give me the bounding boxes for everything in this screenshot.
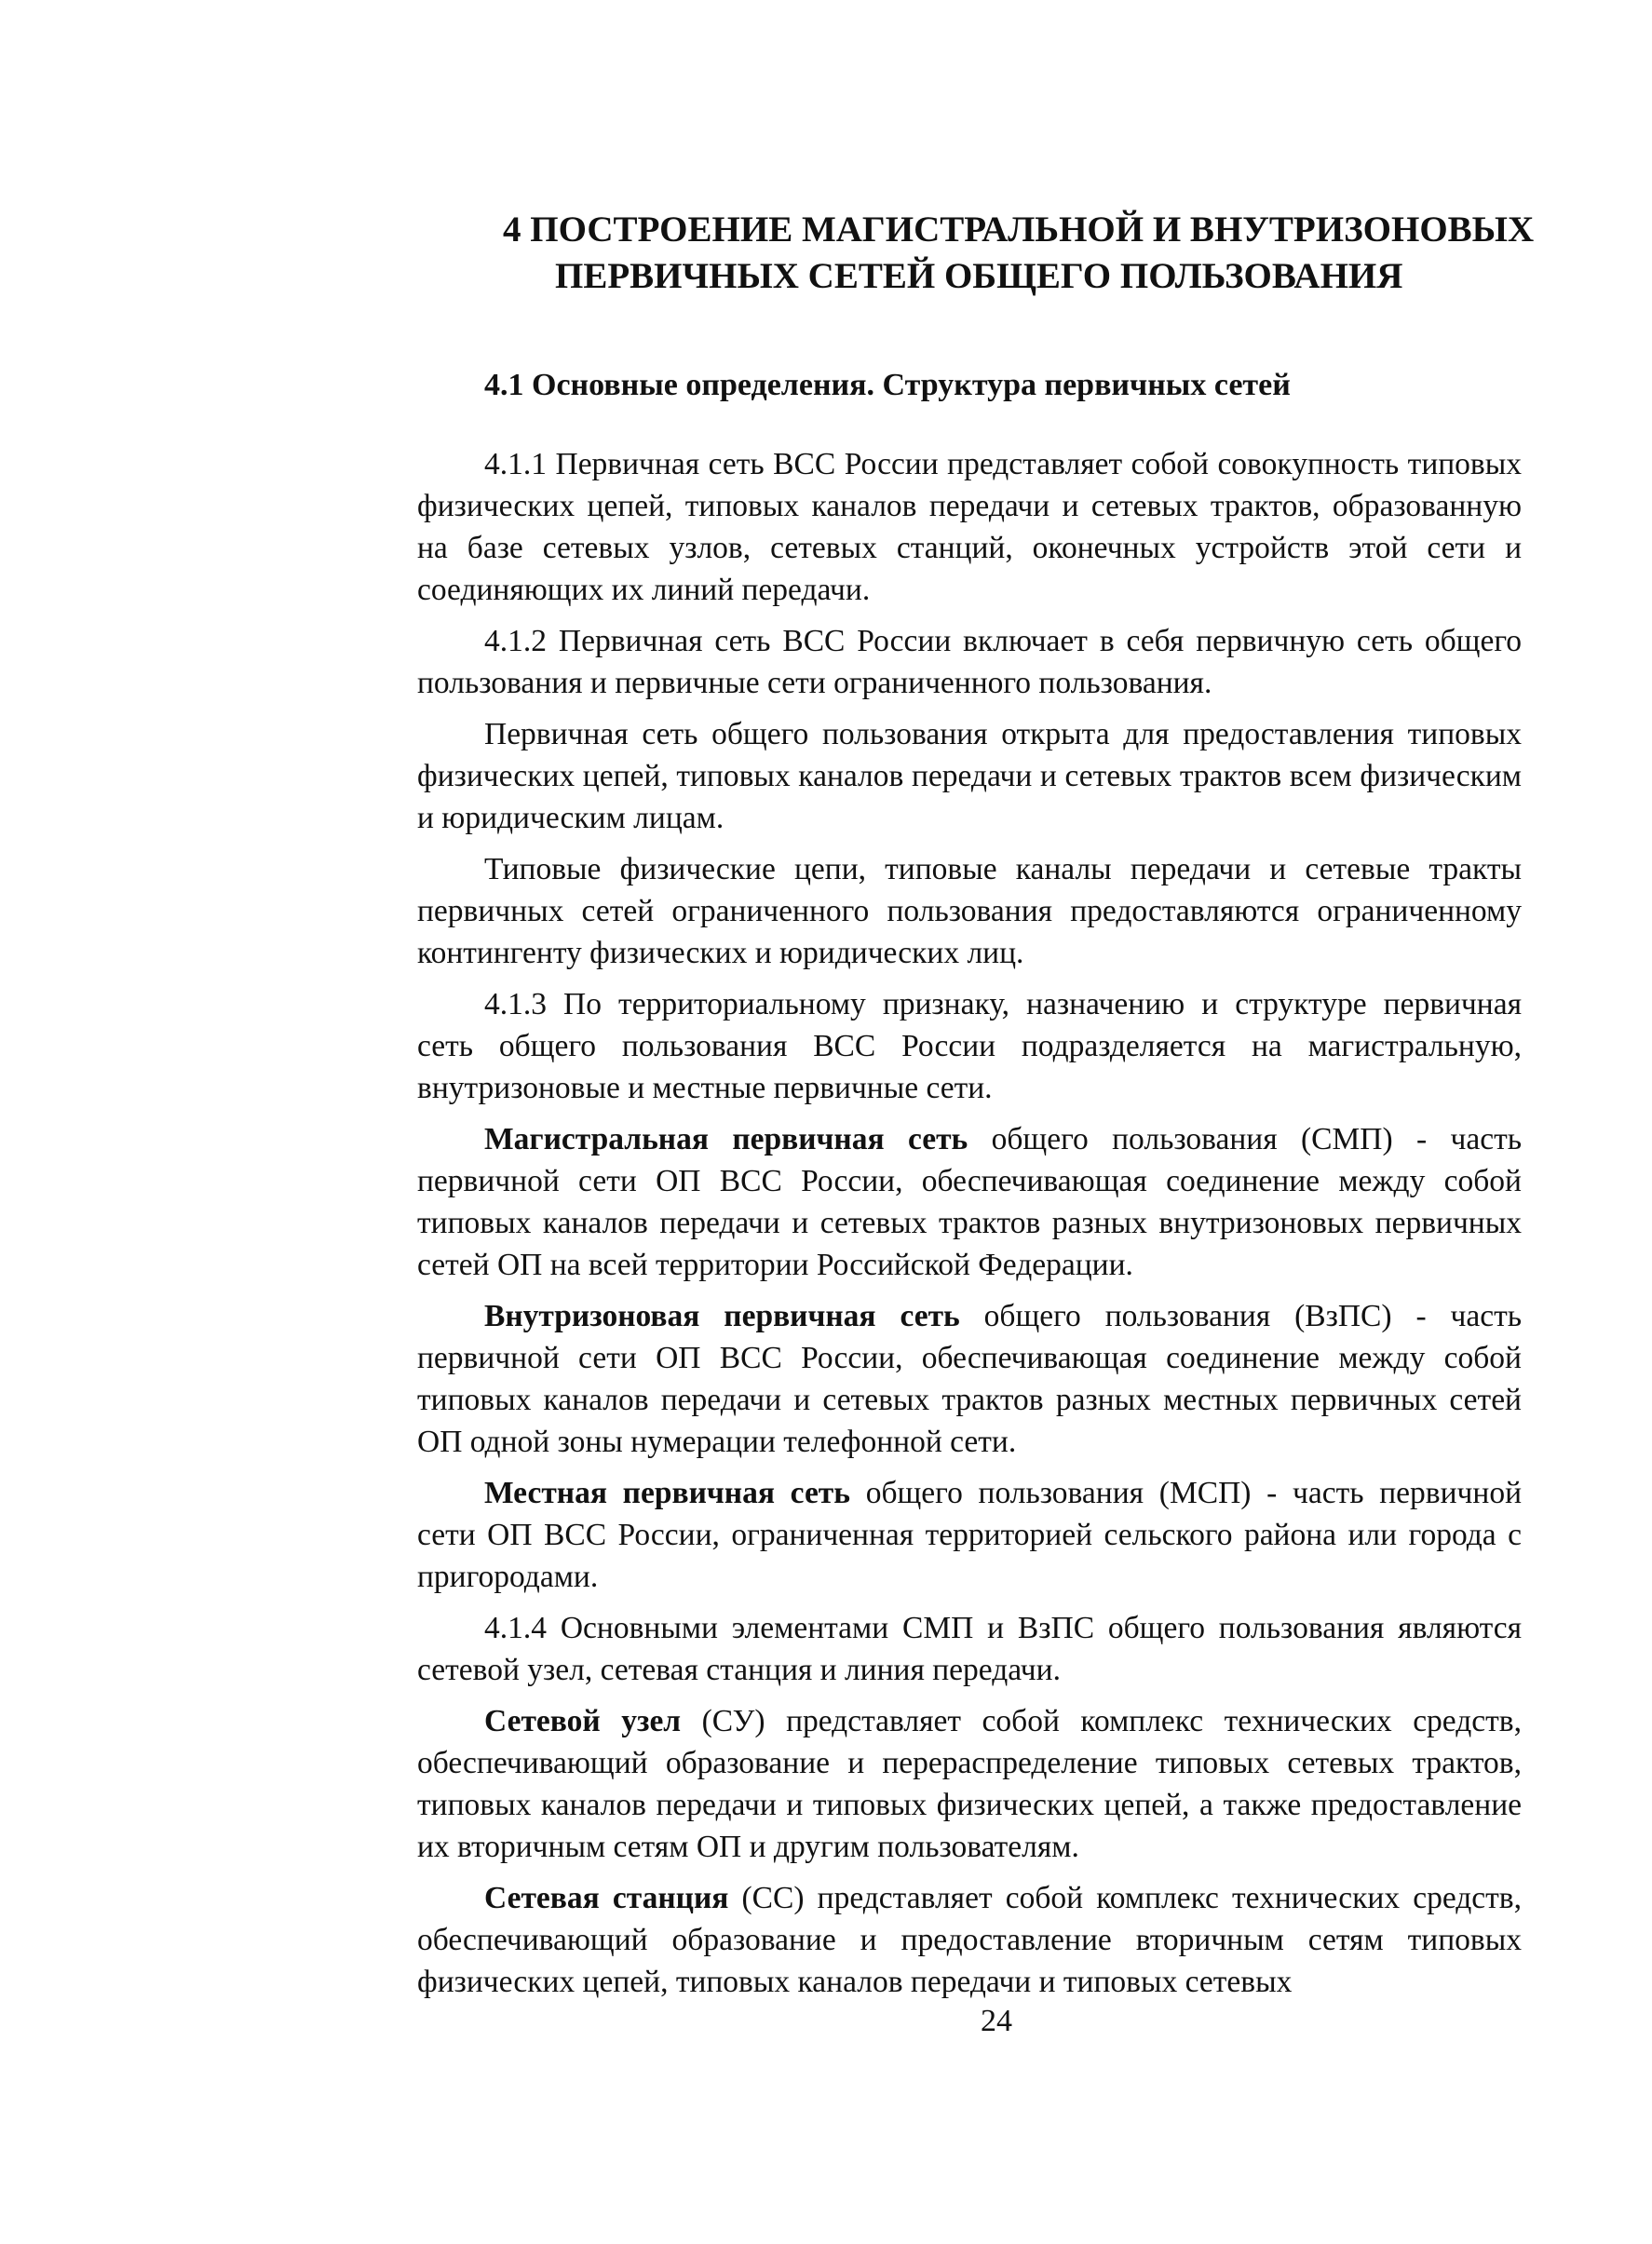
paragraph-network-station xyxy=(417,1877,1522,2003)
paragraph-restricted-network xyxy=(417,848,1522,974)
body-text xyxy=(417,443,1522,2012)
paragraph-text: 4.1.3 По территориальному признаку, назначению и структуре первичная сеть общего пользования ВСС России подразделяется на магистральную, внутризоновые и местные первичные сети. xyxy=(417,987,1522,1105)
paragraph-smp xyxy=(417,1118,1522,1286)
paragraph-network-node xyxy=(417,1700,1522,1868)
paragraph-text: 4.1.2 Первичная сеть ВСС России включает в себя первичную сеть общего пользования и первичные сети ограниченного пользования. xyxy=(417,624,1522,700)
paragraph-text: Типовые физические цепи, типовые каналы передачи и сетевые тракты первичных сетей ограниченного пользования предоставляются ограниченному контингенту физических и юридических лиц. xyxy=(417,852,1522,970)
paragraph-text: Первичная сеть общего пользования открыта для предоставления типовых физических цепей, типовых каналов передачи и сетевых трактов всем физическим и юридическим лицам. xyxy=(417,717,1522,835)
paragraph-4-1-2 xyxy=(417,620,1522,704)
paragraph-bold-term: Сетевая станция xyxy=(484,1881,729,1915)
chapter-title xyxy=(503,207,1546,300)
paragraph-msp xyxy=(417,1472,1522,1598)
paragraph-public-network xyxy=(417,713,1522,839)
paragraph-text: общего пользования (ВзПС) - часть первичной сети ОП ВСС России, обеспечивающая соединение между собой типовых каналов передачи и сетевых трактов разных местных первичных сетей ОП одной зоны нумерации телефонной сети. xyxy=(417,1299,1522,1459)
paragraph-4-1-4 xyxy=(417,1607,1522,1691)
paragraph-bold-term: Магистральная первичная сеть xyxy=(484,1122,968,1156)
paragraph-text: 4.1.4 Основными элементами СМП и ВзПС общего пользования являются сетевой узел, сетевая станция и линия передачи. xyxy=(417,1611,1522,1687)
section-title: 4.1 Основные определения. Структура первичных сетей xyxy=(484,368,1291,402)
paragraph-vzps xyxy=(417,1295,1522,1463)
page-number: 24 xyxy=(981,2004,1012,2038)
paragraph-bold-term: Сетевой узел xyxy=(484,1704,682,1738)
paragraph-text: 4.1.1 Первичная сеть ВСС России представляет собой совокупность типовых физических цепей, типовых каналов передачи и сетевых трактов, образованную на базе сетевых узлов, сетевых станций, оконечных устройств этой сети и соединяющих их линий передачи. xyxy=(417,447,1522,607)
paragraph-4-1-3 xyxy=(417,983,1522,1109)
paragraph-text: (СС) представляет собой комплекс технических средств, обеспечивающий образование и предоставление вторичным сетям типовых физических цепей, типовых каналов передачи и типовых сетевых xyxy=(417,1881,1522,1999)
chapter-title-line-1: 4 ПОСТРОЕНИЕ МАГИСТРАЛЬНОЙ И ВНУТРИЗОНОВЫХ xyxy=(503,210,1535,250)
paragraph-bold-term: Местная первичная сеть xyxy=(484,1476,850,1510)
paragraph-bold-term: Внутризоновая первичная сеть xyxy=(484,1299,960,1333)
paragraph-4-1-1 xyxy=(417,443,1522,611)
paragraph-text: общего пользования (СМП) - часть первичной сети ОП ВСС России, обеспечивающая соединение между собой типовых каналов передачи и сетевых трактов разных внутризоновых первичных сетей ОП на всей территории Российской Федерации. xyxy=(417,1122,1523,1282)
paragraph-text: (СУ) представляет собой комплекс технических средств, обеспечивающий образование и перераспределение типовых сетевых трактов, типовых каналов передачи и типовых физических цепей, а также предоставление их вторичным сетям ОП и другим пользователям. xyxy=(417,1704,1522,1864)
chapter-title-line-2: ПЕРВИЧНЫХ СЕТЕЙ ОБЩЕГО ПОЛЬЗОВАНИЯ xyxy=(555,256,1403,296)
paragraph-text: общего пользования (МСП) - часть первичной сети ОП ВСС России, ограниченная территорией сельского района или города с пригородами. xyxy=(417,1476,1522,1594)
